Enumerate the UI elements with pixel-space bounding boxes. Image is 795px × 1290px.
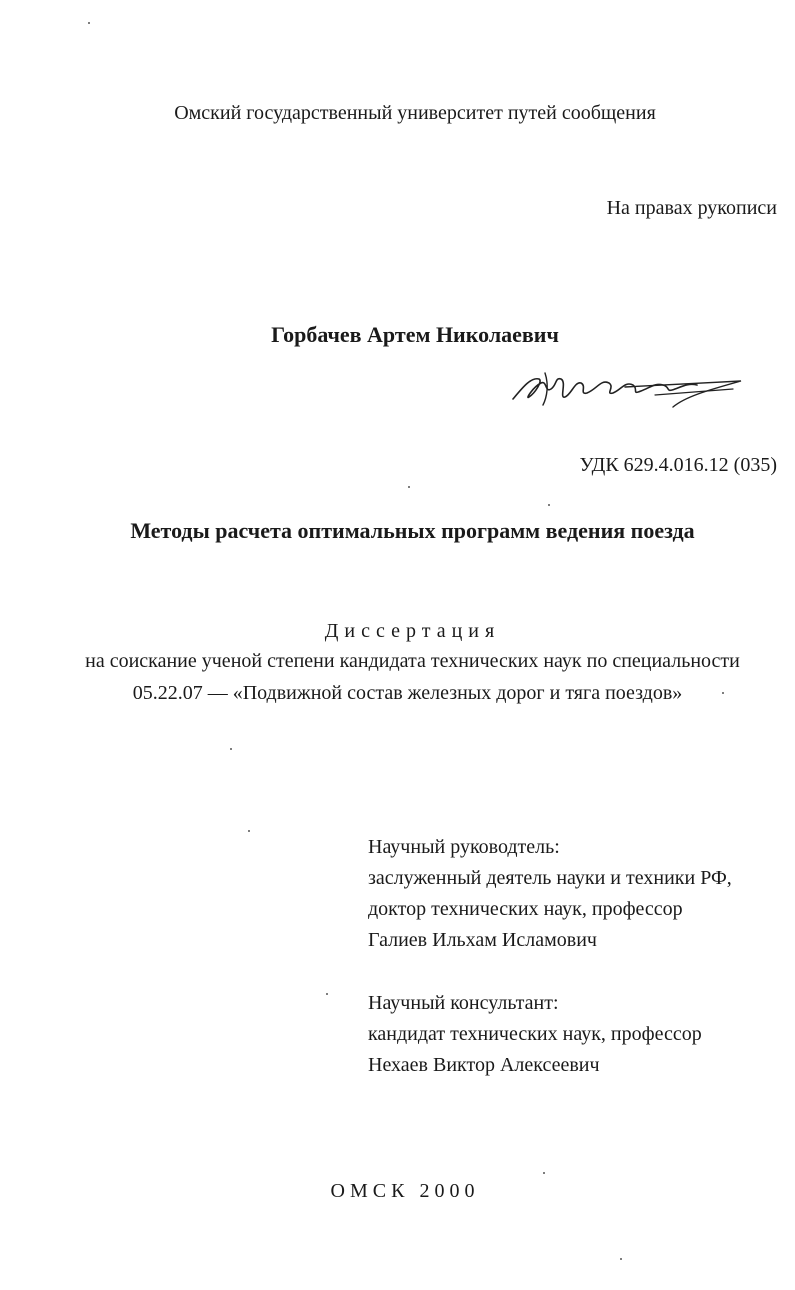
scan-speck bbox=[230, 748, 232, 750]
supervisor-role: Научный руководтель: bbox=[368, 836, 560, 858]
supervisor-block bbox=[368, 832, 732, 956]
consultant-degree: кандидат технических наук, профессор bbox=[368, 1023, 702, 1045]
city-year: ОМСК 2000 bbox=[330, 1180, 480, 1202]
scan-speck bbox=[248, 830, 250, 832]
document-type: Диссертация bbox=[324, 620, 501, 642]
consultant-name: Нехаев Виктор Алексеевич bbox=[368, 1054, 600, 1076]
scan-speck bbox=[408, 486, 410, 488]
author-name: Горбачев Артем Николаевич bbox=[271, 322, 559, 347]
scan-speck bbox=[548, 504, 550, 506]
supervisor-degree: доктор технических наук, профессор bbox=[368, 898, 683, 920]
consultant-role: Научный консультант: bbox=[368, 992, 559, 1014]
author-signature bbox=[505, 365, 750, 415]
scan-speck bbox=[722, 692, 724, 694]
scan-speck bbox=[326, 993, 328, 995]
dissertation-title: Методы расчета оптимальных программ ведения поезда bbox=[130, 518, 695, 543]
scan-speck bbox=[543, 1172, 545, 1174]
consultant-block bbox=[368, 988, 702, 1081]
supervisor-name: Галиев Ильхам Исламович bbox=[368, 929, 597, 951]
scan-speck bbox=[620, 1258, 622, 1260]
degree-line: на соискание ученой степени кандидата технических наук по специальности bbox=[85, 650, 740, 672]
scan-speck bbox=[88, 22, 90, 24]
supervisor-honor: заслуженный деятель науки и техники РФ, bbox=[368, 867, 732, 889]
university-name: Омский государственный университет путей сообщения bbox=[174, 102, 656, 124]
manuscript-note: На правах рукописи bbox=[606, 197, 777, 219]
udc-code: УДК 629.4.016.12 (035) bbox=[579, 454, 777, 476]
specialty-line: 05.22.07 — «Подвижной состав железных дорог и тяга поездов» bbox=[132, 682, 683, 704]
